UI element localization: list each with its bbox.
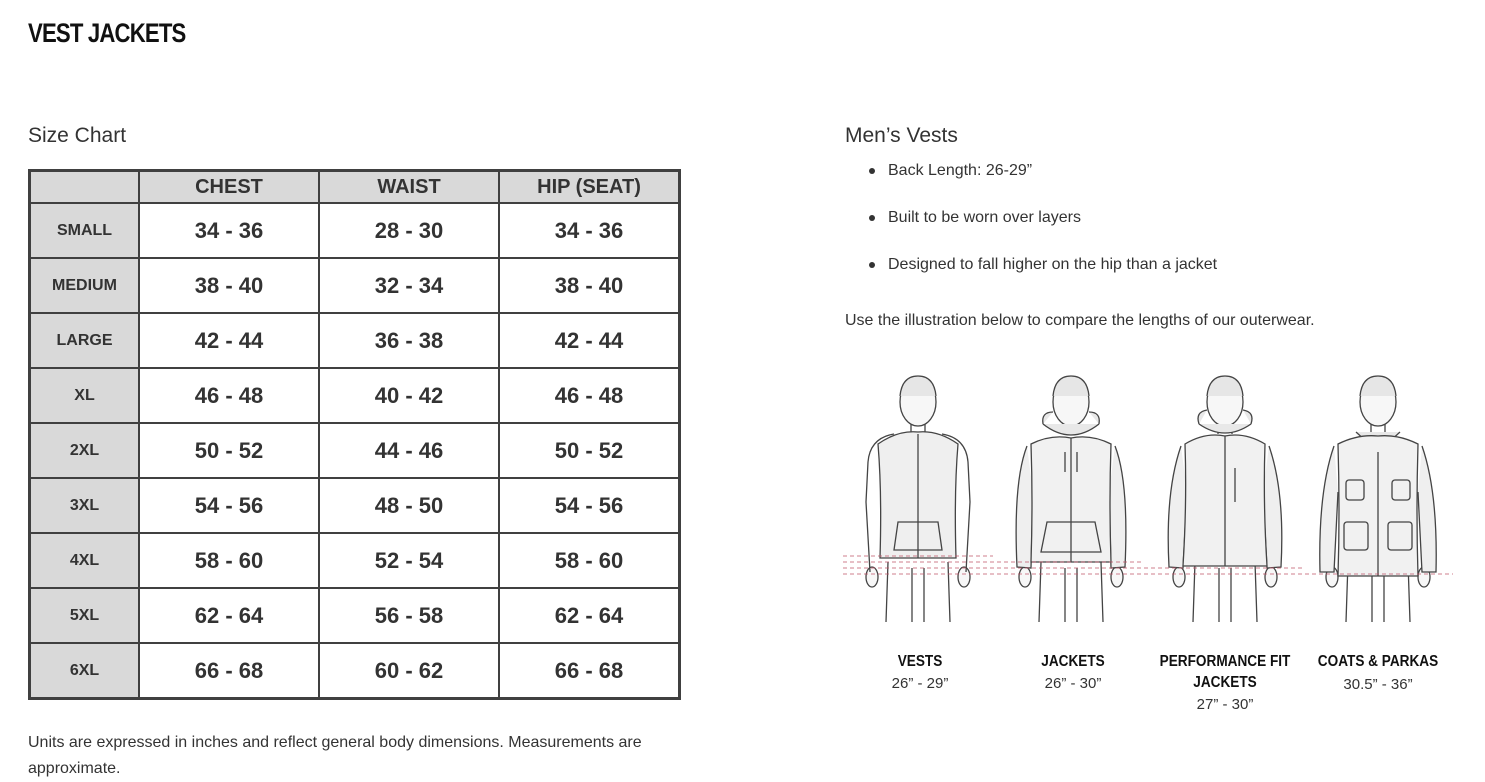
waist-value: 48 - 50 bbox=[319, 478, 499, 533]
header-hip: HIP (SEAT) bbox=[499, 171, 680, 204]
hip-value: 38 - 40 bbox=[499, 258, 680, 313]
vests-length: 26” - 29” bbox=[891, 675, 949, 692]
hip-value: 58 - 60 bbox=[499, 533, 680, 588]
chest-value: 54 - 56 bbox=[139, 478, 319, 533]
waist-value: 60 - 62 bbox=[319, 643, 499, 699]
list-item bbox=[867, 158, 1217, 205]
hip-value: 66 - 68 bbox=[499, 643, 680, 699]
hip-value: 62 - 64 bbox=[499, 588, 680, 643]
table-row bbox=[30, 423, 680, 478]
vests-label: VESTS bbox=[897, 653, 943, 670]
size-label: 2XL bbox=[30, 423, 140, 478]
table-row bbox=[30, 478, 680, 533]
chest-value: 34 - 36 bbox=[139, 203, 319, 258]
mens-vests-title: Men’s Vests bbox=[845, 124, 958, 147]
waist-value: 32 - 34 bbox=[319, 258, 499, 313]
coat-figure bbox=[1320, 376, 1436, 622]
feature-text: Built to be worn over layers bbox=[888, 209, 1081, 226]
table-row bbox=[30, 203, 680, 258]
size-label: 5XL bbox=[30, 588, 140, 643]
bullet-icon bbox=[869, 262, 875, 268]
hip-value: 46 - 48 bbox=[499, 368, 680, 423]
performance-jackets-length: 27” - 30” bbox=[1196, 696, 1254, 713]
performance-jacket-figure bbox=[1168, 376, 1282, 622]
header-waist: WAIST bbox=[319, 171, 499, 204]
chest-value: 66 - 68 bbox=[139, 643, 319, 699]
waist-value: 36 - 38 bbox=[319, 313, 499, 368]
bullet-icon bbox=[869, 215, 875, 221]
compare-note: Use the illustration below to compare the lengths of our outerwear. bbox=[845, 312, 1315, 329]
chest-value: 46 - 48 bbox=[139, 368, 319, 423]
table-row bbox=[30, 258, 680, 313]
size-label: 4XL bbox=[30, 533, 140, 588]
table-row bbox=[30, 533, 680, 588]
vest-figure bbox=[866, 376, 970, 622]
list-item bbox=[867, 252, 1217, 299]
table-row bbox=[30, 368, 680, 423]
chest-value: 50 - 52 bbox=[139, 423, 319, 478]
size-label: 3XL bbox=[30, 478, 140, 533]
jackets-length: 26” - 30” bbox=[1044, 675, 1102, 692]
jacket-figure bbox=[1016, 376, 1126, 622]
header-chest: CHEST bbox=[139, 171, 319, 204]
chest-value: 38 - 40 bbox=[139, 258, 319, 313]
table-row bbox=[30, 588, 680, 643]
bullet-icon bbox=[869, 168, 875, 174]
outerwear-length-illustration bbox=[843, 372, 1458, 632]
feature-text: Back Length: 26-29” bbox=[888, 162, 1033, 179]
hip-value: 34 - 36 bbox=[499, 203, 680, 258]
feature-text: Designed to fall higher on the hip than a jacket bbox=[888, 256, 1218, 273]
hip-value: 54 - 56 bbox=[499, 478, 680, 533]
chest-value: 58 - 60 bbox=[139, 533, 319, 588]
coats-parkas-length: 30.5” - 36” bbox=[1343, 676, 1413, 693]
waist-value: 28 - 30 bbox=[319, 203, 499, 258]
header-size bbox=[30, 171, 140, 204]
waist-value: 40 - 42 bbox=[319, 368, 499, 423]
waist-value: 56 - 58 bbox=[319, 588, 499, 643]
size-label: 6XL bbox=[30, 643, 140, 699]
hip-value: 42 - 44 bbox=[499, 313, 680, 368]
features-list bbox=[867, 158, 1217, 299]
waist-value: 52 - 54 bbox=[319, 533, 499, 588]
hip-value: 50 - 52 bbox=[499, 423, 680, 478]
size-label: LARGE bbox=[30, 313, 140, 368]
size-chart-title: Size Chart bbox=[28, 124, 127, 147]
table-header-row bbox=[30, 171, 680, 204]
performance-jackets-label: PERFORMANCE FIT JACKETS bbox=[1159, 653, 1291, 691]
jackets-label: JACKETS bbox=[1041, 653, 1105, 670]
size-label: XL bbox=[30, 368, 140, 423]
units-note: Units are expressed in inches and reflect general body dimensions. Measurements are approximate. bbox=[28, 734, 642, 777]
table-row bbox=[30, 313, 680, 368]
page-title: VEST JACKETS bbox=[28, 18, 186, 48]
chest-value: 62 - 64 bbox=[139, 588, 319, 643]
coats-parkas-label: COATS & PARKAS bbox=[1317, 653, 1439, 670]
list-item bbox=[867, 205, 1217, 252]
chest-value: 42 - 44 bbox=[139, 313, 319, 368]
waist-value: 44 - 46 bbox=[319, 423, 499, 478]
size-label: SMALL bbox=[30, 203, 140, 258]
size-chart-table bbox=[28, 169, 681, 700]
table-row bbox=[30, 643, 680, 699]
size-label: MEDIUM bbox=[30, 258, 140, 313]
